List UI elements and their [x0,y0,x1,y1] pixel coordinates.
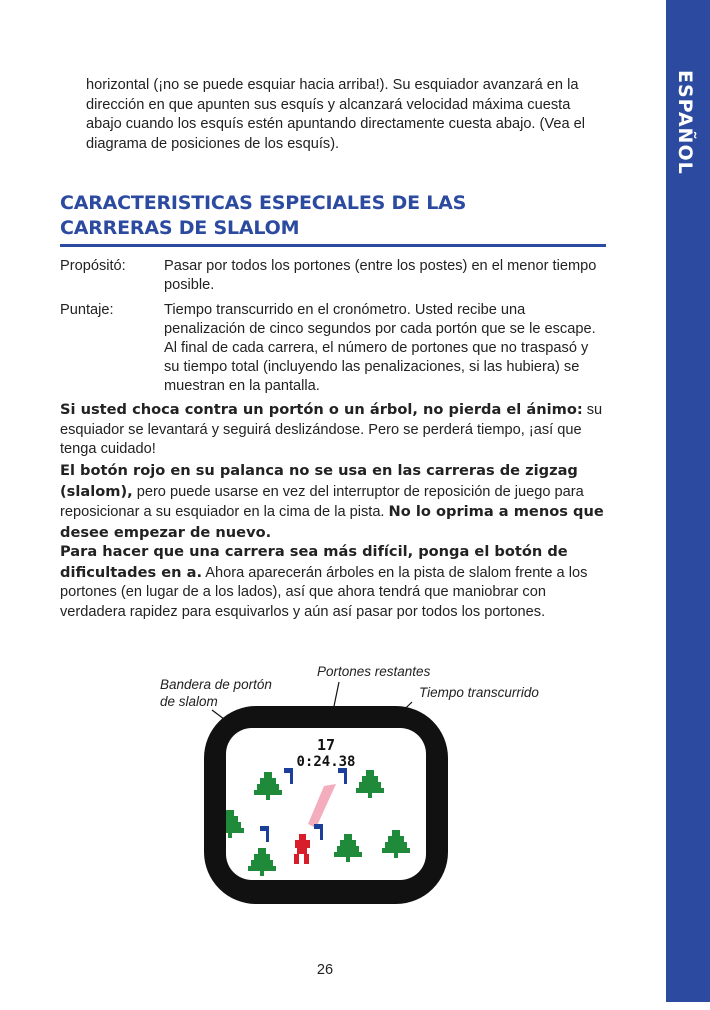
intro-paragraph: horizontal (¡no se puede esquiar hacia arriba!). Su esquiador avanzará en la dirección en que apunten sus esquís y alcanzará velocidad máxima cuesta abajo cuando los esquís estén apuntando directamente cuesta abajo. (Vea el diagrama de posiciones de los esquís). [86,77,585,152]
flag-label-line2: de slalom [160,694,218,709]
page-number: 26 [316,962,334,978]
red-button-paragraph-warning: No lo oprima a menos que desee empezar de nuevo. [60,503,604,541]
screen-timer: 0:24.38 [296,754,356,770]
definition-term: Puntaje: [60,302,114,318]
gates-remaining-label: Portones restantes [317,664,431,679]
red-button-paragraph-lead: El botón rojo en su palanca no se usa en las carreras de zigzag (slalom), [60,462,578,500]
red-button-paragraph-body: pero puede usarse en vez del interruptor de reposición de juego para reposicionar a su esquiador en la cima de la pista. [60,483,584,520]
section-heading-line1: CARACTERISTICAS ESPECIALES DE LAS [60,192,467,214]
language-label: ESPAÑOL [674,70,696,175]
elapsed-time-label: Tiempo transcurrido [419,685,539,700]
difficulty-paragraph-body: Ahora aparecerán árboles en la pista de slalom frente a los portones (en lugar de a los lados), así que ahora tendrá que maniobrar con verdadera rapidez para esquivarlos y aún así pasar por todos los portones. [60,564,588,620]
crash-paragraph-lead: Si usted choca contra un portón o un árbol, no pierda el ánimo: [60,401,583,418]
definition-description: Pasar por todos los portones (entre los postes) en el menor tiempo posible. [164,258,597,293]
section-heading-line2: CARRERAS DE SLALOM [60,217,300,239]
crash-paragraph-body: su esquiador se levantará y seguirá deslizándose. Pero se perderá tiempo, ¡así que tenga cuidado! [60,402,603,457]
screen-gates-counter: 17 [316,736,336,754]
game-screen-diagram [196,700,456,910]
definition-description: Tiempo transcurrido en el cronómetro. Usted recibe una penalización de cinco segundos por cada portón que se le escape. Al final de cada carrera, el número de portones que no traspasó y su tiempo total (incluyendo las penalizaciones, si las hubiera) se muestran en la pantalla. [164,302,596,394]
difficulty-paragraph-lead: Para hacer que una carrera sea más difícil, ponga el botón de dificultades en a. [60,543,568,581]
flag-label-line1: Bandera de portón [160,677,272,692]
definition-term: Propósitó: [60,258,126,274]
